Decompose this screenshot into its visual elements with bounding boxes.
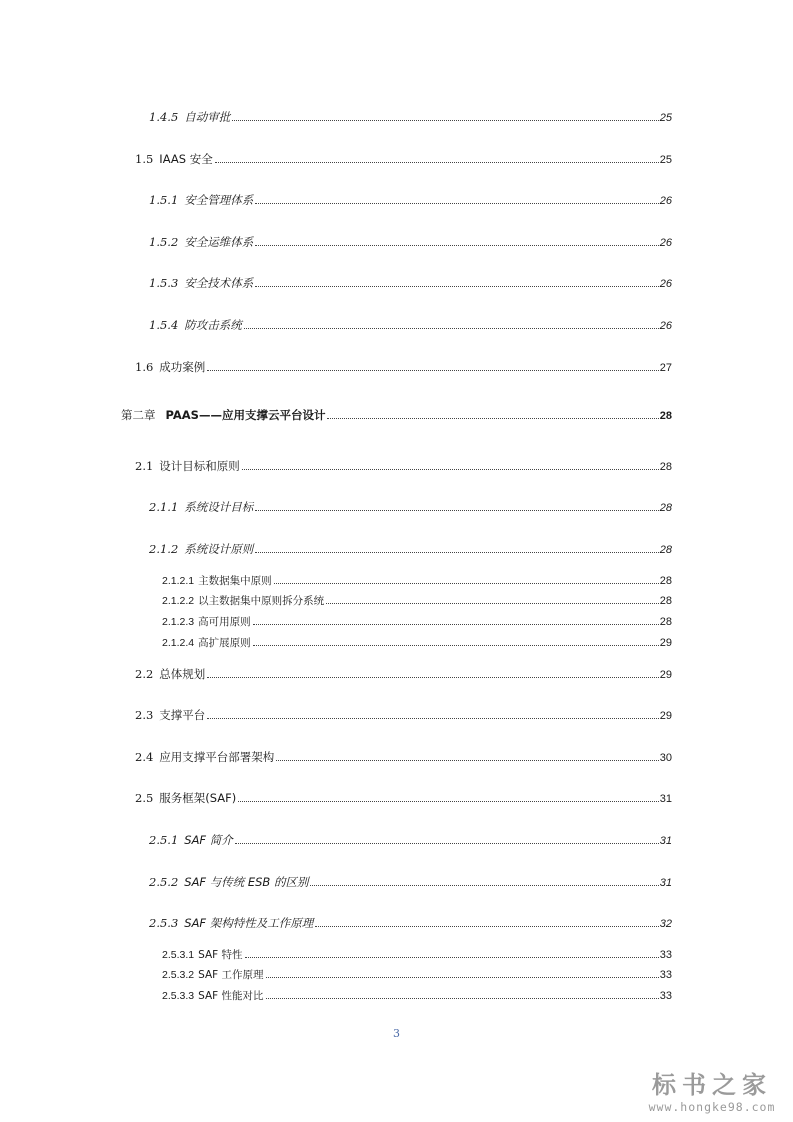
toc-page: 31 <box>659 793 672 805</box>
toc-page: 25 <box>659 154 672 166</box>
toc-entry-2-5-3-1[interactable] <box>162 947 672 963</box>
toc-number: 2.1.2.2 <box>162 595 195 607</box>
toc-page: 31 <box>659 877 672 889</box>
dot-leader <box>238 801 658 802</box>
toc-entry-2-2[interactable] <box>135 666 672 683</box>
toc-number: 2.2 <box>135 667 154 681</box>
toc-entry-2-4[interactable] <box>135 749 672 766</box>
toc-page: 30 <box>659 752 672 764</box>
dot-leader <box>326 603 659 604</box>
toc-number: 2.5.3.2 <box>162 969 195 981</box>
page-number: 3 <box>393 1027 400 1040</box>
dot-leader <box>215 162 659 163</box>
toc-title: 主数据集中原则 <box>198 575 272 587</box>
toc-entry-1-5-3[interactable] <box>149 275 672 292</box>
toc-page: 29 <box>659 669 672 681</box>
dot-leader <box>315 926 659 927</box>
toc-title: 高扩展原则 <box>198 637 251 649</box>
toc-number: 2.3 <box>135 708 154 722</box>
toc-page: 26 <box>659 237 672 249</box>
toc-entry-2-5-1[interactable] <box>149 832 672 849</box>
dot-leader <box>232 120 658 121</box>
dot-leader <box>310 885 658 886</box>
toc-number: 2.5 <box>135 791 154 805</box>
toc-page: 28 <box>659 502 672 514</box>
toc-page: 28 <box>659 616 672 628</box>
toc-entry-2-1-2-3[interactable] <box>162 614 672 630</box>
toc-title: SAF 架构特性及工作原理 <box>184 916 314 930</box>
dot-leader <box>327 418 658 419</box>
toc-entry-2-5-3[interactable] <box>149 915 672 932</box>
toc-title: 系统设计目标 <box>184 500 254 514</box>
toc-number: 2.4 <box>135 750 154 764</box>
toc-title: 防攻击系统 <box>184 318 242 332</box>
toc-page: 29 <box>659 637 672 649</box>
toc-entry-2-5-3-3[interactable] <box>162 988 672 1004</box>
toc-entry-chapter-2[interactable] <box>121 407 672 424</box>
toc-number: 2.5.2 <box>149 875 179 889</box>
toc-entry-1-4-5[interactable] <box>149 109 672 126</box>
dot-leader <box>274 583 659 584</box>
toc-number: 1.5.1 <box>149 193 179 207</box>
dot-leader <box>276 760 658 761</box>
toc-entry-1-5[interactable] <box>135 151 672 168</box>
toc-number: 2.1.2.4 <box>162 637 195 649</box>
toc-title: 高可用原则 <box>198 616 251 628</box>
toc-page: 25 <box>659 112 672 124</box>
toc-page: 28 <box>659 575 672 587</box>
watermark-url: www.hongke98.com <box>648 1100 776 1114</box>
toc-page: 33 <box>659 949 672 961</box>
toc-number: 2.1.2.3 <box>162 616 195 628</box>
toc-entry-2-1[interactable] <box>135 458 672 475</box>
toc-title: 安全运维体系 <box>184 235 254 249</box>
toc-entry-2-1-2-1[interactable] <box>162 573 672 589</box>
toc-number: 1.5.4 <box>149 318 179 332</box>
toc-entry-1-5-1[interactable] <box>149 192 672 209</box>
toc-number: 2.1.1 <box>149 500 179 514</box>
toc-number: 2.1.2 <box>149 542 179 556</box>
dot-leader <box>266 998 659 999</box>
toc-title: 服务框架(SAF) <box>159 791 237 805</box>
toc-page: 29 <box>659 710 672 722</box>
toc-title: 安全技术体系 <box>184 276 254 290</box>
toc-title: SAF 特性 <box>198 949 243 961</box>
dot-leader <box>255 245 658 246</box>
toc-page: 26 <box>659 320 672 332</box>
toc-number: 1.5 <box>135 152 154 166</box>
dot-leader <box>253 645 659 646</box>
toc-entry-2-3[interactable] <box>135 707 672 724</box>
toc-title: 系统设计原则 <box>184 542 254 556</box>
toc-title: 成功案例 <box>159 360 206 374</box>
toc-number: 第二章 <box>121 408 156 422</box>
toc-number: 1.5.2 <box>149 235 179 249</box>
dot-leader <box>255 552 658 553</box>
dot-leader <box>207 370 658 371</box>
dot-leader <box>245 957 659 958</box>
watermark-logo <box>637 1070 787 1114</box>
dot-leader <box>244 328 659 329</box>
toc-page: 26 <box>659 278 672 290</box>
dot-leader <box>242 469 659 470</box>
toc-title: SAF 工作原理 <box>198 969 264 981</box>
toc-title: 安全管理体系 <box>184 193 254 207</box>
toc-title: SAF 与传统 ESB 的区别 <box>184 875 309 889</box>
toc-entry-2-5-2[interactable] <box>149 874 672 891</box>
toc-title: PAAS——应用支撑云平台设计 <box>165 408 326 422</box>
dot-leader <box>207 677 658 678</box>
dot-leader <box>255 286 658 287</box>
toc-number: 1.4.5 <box>149 110 179 124</box>
toc-entry-1-5-2[interactable] <box>149 234 672 251</box>
toc-page: 28 <box>659 410 672 422</box>
toc-page: 32 <box>659 918 672 930</box>
toc-number: 1.5.3 <box>149 276 179 290</box>
dot-leader <box>207 718 658 719</box>
toc-number: 2.5.3.3 <box>162 990 195 1002</box>
toc-page: 27 <box>659 362 672 374</box>
toc-entry-2-1-2[interactable] <box>149 541 672 558</box>
toc-entry-1-5-4[interactable] <box>149 317 672 334</box>
toc-entry-2-5-3-2[interactable] <box>162 967 672 983</box>
toc-page: 26 <box>659 195 672 207</box>
toc-page: 33 <box>659 969 672 981</box>
toc-title: 设计目标和原则 <box>159 459 240 473</box>
toc-page: 31 <box>659 835 672 847</box>
toc-title: SAF 性能对比 <box>198 990 264 1002</box>
toc-page: 33 <box>659 990 672 1002</box>
toc-number: 1.6 <box>135 360 154 374</box>
toc-entry-2-1-2-4[interactable] <box>162 635 672 651</box>
toc-entry-1-6[interactable] <box>135 359 672 376</box>
toc-title: 自动审批 <box>184 110 231 124</box>
dot-leader <box>235 843 659 844</box>
toc-number: 2.1 <box>135 459 154 473</box>
toc-title: 以主数据集中原则拆分系统 <box>198 595 325 607</box>
toc-number: 2.5.3.1 <box>162 949 195 961</box>
dot-leader <box>253 624 659 625</box>
toc-page: 28 <box>659 595 672 607</box>
toc-page: 28 <box>659 461 672 473</box>
toc-entry-2-1-1[interactable] <box>149 499 672 516</box>
dot-leader <box>255 203 658 204</box>
dot-leader <box>266 977 659 978</box>
toc-title: SAF 简介 <box>184 833 233 847</box>
watermark-title: 标书之家 <box>652 1070 772 1099</box>
toc-number: 2.5.3 <box>149 916 179 930</box>
toc-number: 2.1.2.1 <box>162 575 195 587</box>
toc-entry-2-1-2-2[interactable] <box>162 593 672 609</box>
toc-number: 2.5.1 <box>149 833 179 847</box>
dot-leader <box>255 510 658 511</box>
toc-title: 总体规划 <box>159 667 206 681</box>
toc-page: 28 <box>659 544 672 556</box>
toc-title: 支撑平台 <box>159 708 206 722</box>
toc-entry-2-5[interactable] <box>135 790 672 807</box>
toc-title: 应用支撑平台部署架构 <box>159 750 275 764</box>
toc-title: IAAS 安全 <box>159 152 213 166</box>
